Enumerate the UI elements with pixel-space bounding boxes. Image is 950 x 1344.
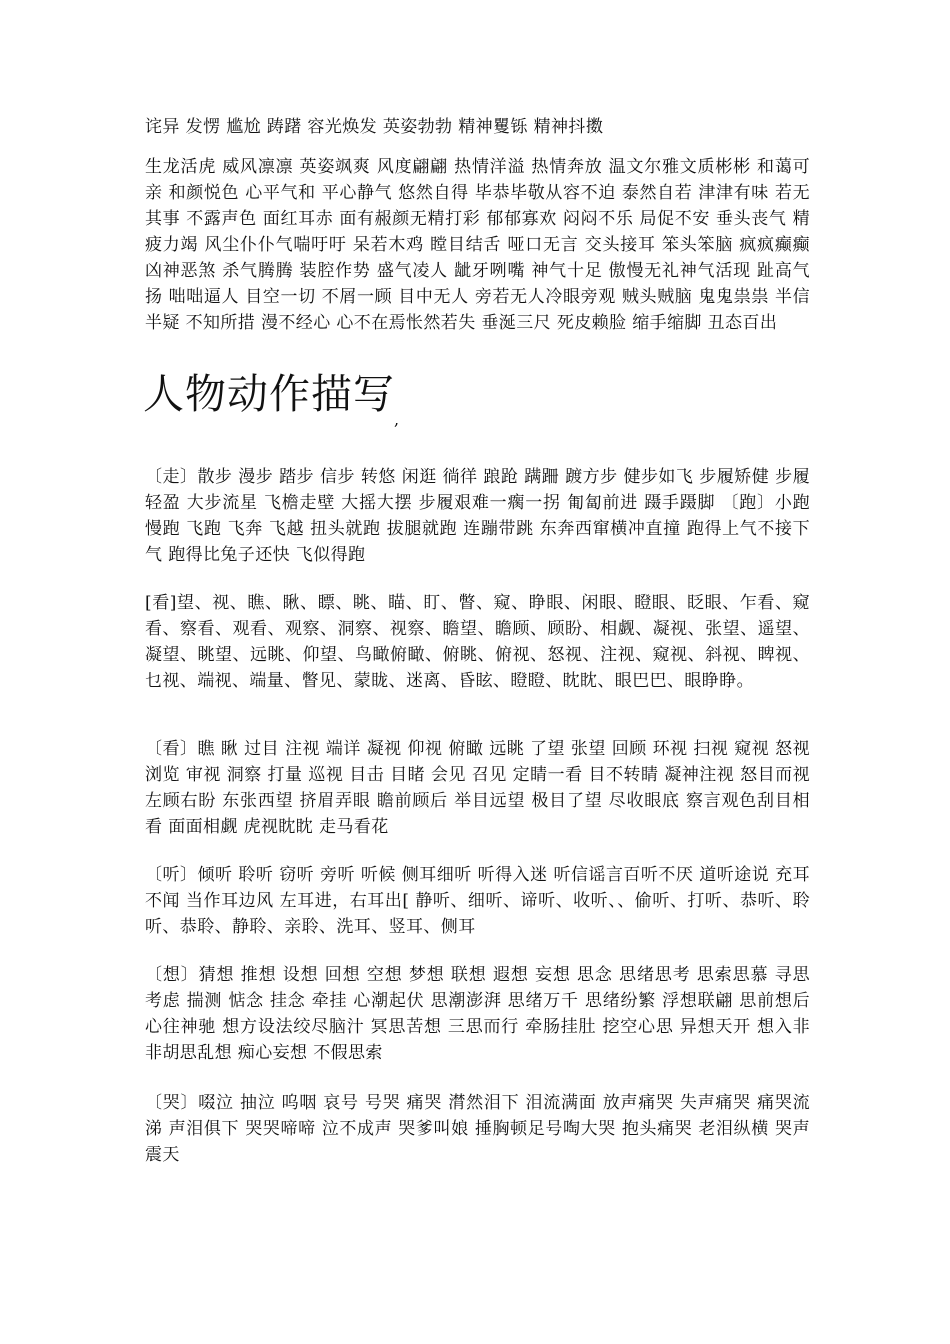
walk-run-paragraph: 〔走〕散步 漫步 踏步 信步 转悠 闲逛 徜徉 踉跄 蹒跚 踱方步 健步如飞 步履矫健 步履轻盈 大步流星 飞檐走壁 大摇大摆 步履艰难一瘸一拐 匍匐前进 蹑手蹑脚 〔跑〕小跑 慢跑 飞跑 飞奔 飞越 扭头就跑 拔腿就跑 连蹦带跳 东奔西窜横冲直撞 跑得上气不接下气 跑得比兔子还快 飞似得跑: [145, 467, 816, 565]
expression-words-paragraph: 生龙活虎 威风凛凛 英姿飒爽 风度翩翩 热情洋溢 热情奔放 温文尔雅文质彬彬 和蔼可亲 和颜悦色 心平气和 平心静气 悠然自得 毕恭毕敬从容不迫 泰然自若 津津有味 若无其事 不露声色 面红耳赤 面有赧颜无精打彩 郁郁寡欢 闷闷不乐 局促不安 垂头丧气 精疲力竭 风尘仆仆气喘吁吁 呆若木鸡 瞠目结舌 哑口无言 交头接耳 笨头笨脑 疯疯癫癫凶神恶煞 杀气腾腾 装腔作势 盛气凌人 龇牙咧嘴 神气十足 傲慢无礼神气活现 趾高气扬 咄咄逼人 目空一切 不屑一顾 目中无人 旁若无人冷眼旁观 贼头贼脑 鬼鬼祟祟 半信半疑 不知所措 漫不经心 心不在焉怅然若失 垂涎三尺 死皮赖脸 缩手缩脚 丑态百出: [145, 157, 810, 333]
think-paragraph: 〔想〕猜想 推想 设想 回想 空想 梦想 联想 遐想 妄想 思念 思绪思考 思索思慕 寻思 考虑 揣测 惦念 挂念 牵挂 心潮起伏 思潮澎湃 思绪万千 思绪纷繁 浮想联翩 思前想后 心往神驰 想方设法绞尽脑汁 冥思苦想 三思而行 牵肠挂肚 挖空心思 异想天开 想入非非胡思乱想 痴心妄想 不假思索: [145, 965, 816, 1063]
section-title: 人物动作描写: [143, 370, 395, 418]
stray-comma: ,: [394, 410, 400, 429]
look-list-paragraph: [看]望、视、瞧、瞅、瞟、眺、瞄、盯、瞥、窥、睁眼、闲眼、瞪眼、眨眼、乍看、窥看、察看、观看、观察、洞察、视察、瞻望、瞻顾、顾盼、相觑、凝视、张望、遥望、凝望、眺望、远眺、仰望、鸟瞰俯瞰、俯眺、俯视、怒视、注视、窥视、斜视、睥视、乜视、端视、端量、瞥见、蒙眬、迷离、昏眩、瞪瞪、眈眈、眼巴巴、眼睁睁。: [145, 593, 810, 691]
expression-words-line: 诧异 发愣 尴尬 踌躇 容光焕发 英姿勃勃 精神矍铄 精神抖擞: [145, 117, 604, 137]
look-paragraph: 〔看〕瞧 瞅 过目 注视 端详 凝视 仰视 俯瞰 远眺 了望 张望 回顾 环视 扫视 窥视 怒视 浏览 审视 洞察 打量 巡视 目击 目睹 会见 召见 定睛一看 目不转睛 凝神注视 怒目而视 左顾右盼 东张西望 挤眉弄眼 瞻前顾后 举目远望 极目了望 尽收眼底 察言观色刮目相看 面面相觑 虎视眈眈 走马看花: [145, 739, 816, 837]
cry-paragraph: 〔哭〕啜泣 抽泣 呜咽 哀号 号哭 痛哭 潸然泪下 泪流满面 放声痛哭 失声痛哭 痛哭流涕 声泪俱下 哭哭啼啼 泣不成声 哭爹叫娘 捶胸顿足号啕大哭 抱头痛哭 老泪纵横 哭声震天: [145, 1093, 810, 1165]
listen-paragraph: 〔听〕倾听 聆听 窃听 旁听 听候 侧耳细听 听得入迷 听信谣言百听不厌 道听途说 充耳不闻 当作耳边风 左耳进，右耳出[ 静听、细听、谛听、收听、、偷听、打听、恭听、聆听、恭聆、静聆、亲聆、洗耳、竖耳、侧耳: [145, 865, 810, 937]
